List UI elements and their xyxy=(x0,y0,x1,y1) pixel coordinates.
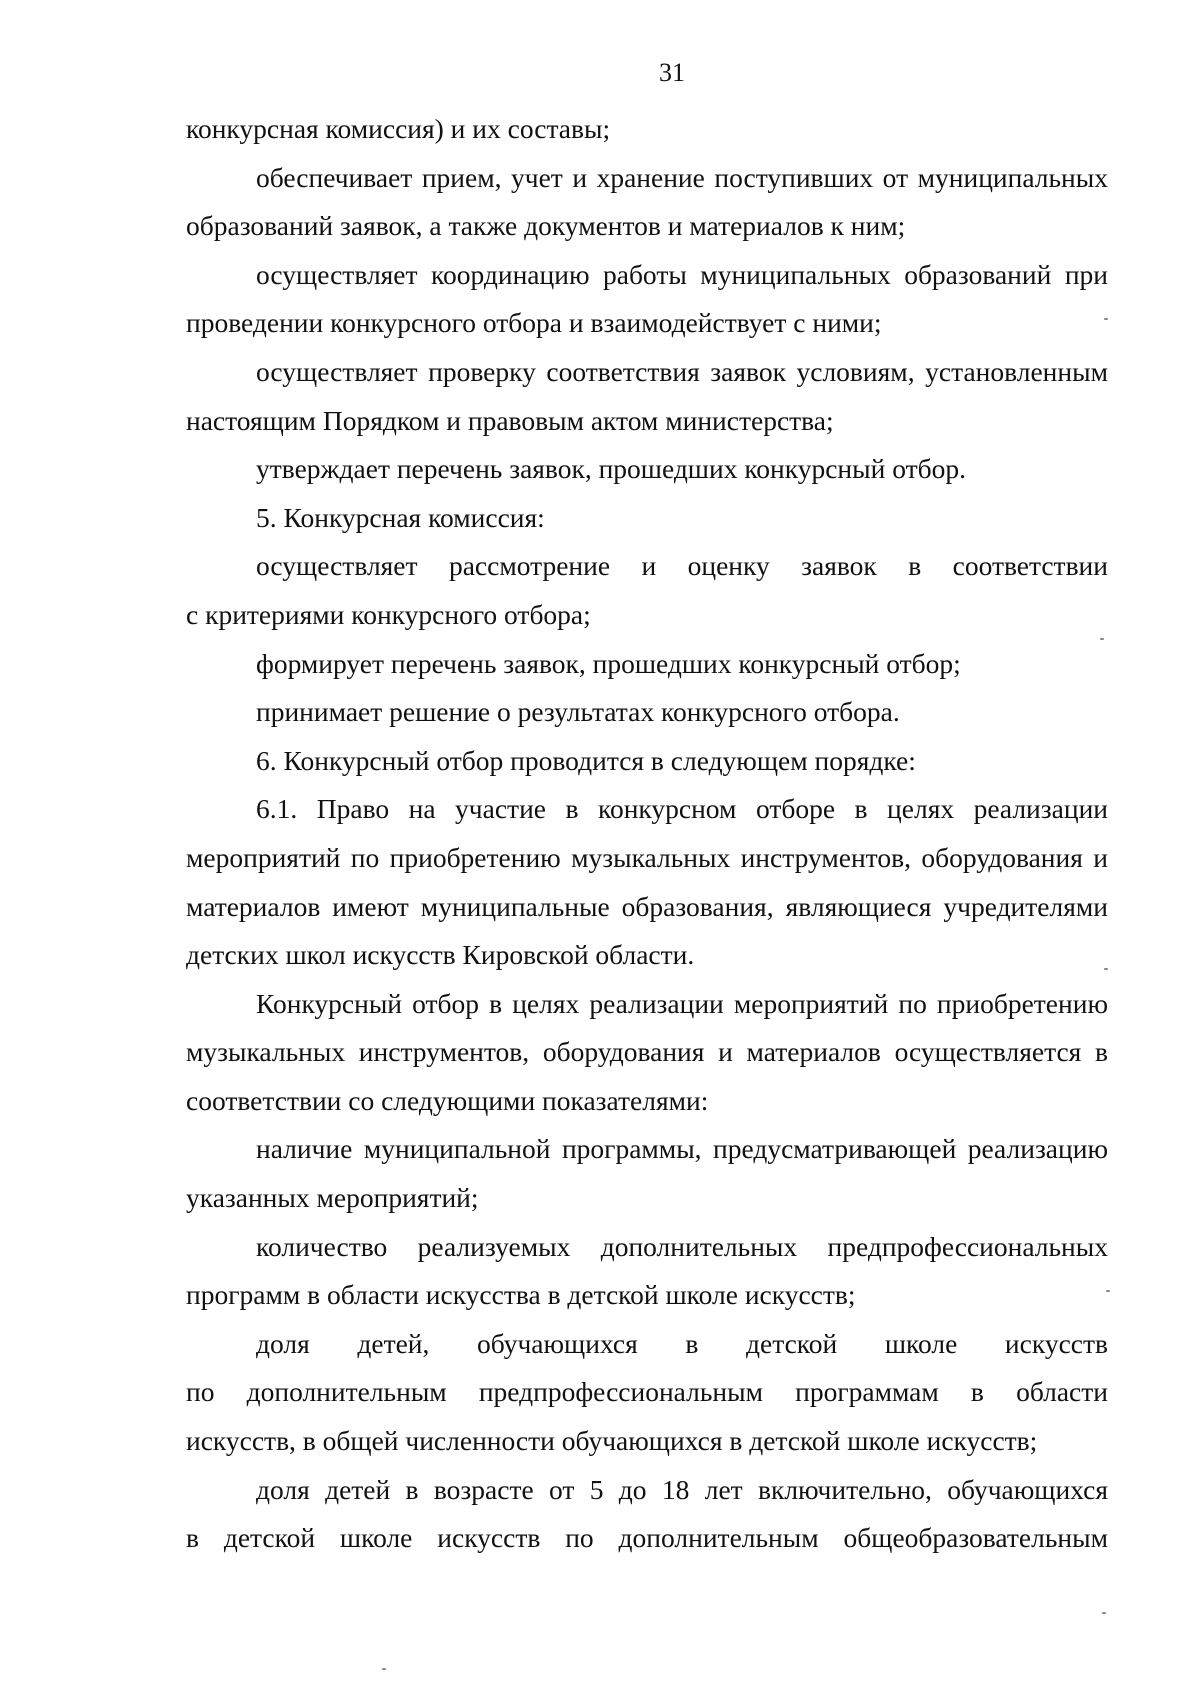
text-line: формирует перечень заявок, прошедших конкурсный отбор; xyxy=(256,647,961,679)
text-line: утверждает перечень заявок, прошедших конкурсный отбор. xyxy=(256,453,966,485)
text-line: Конкурсный отбор в целях реализации мероприятий по приобретению xyxy=(256,987,1108,1019)
scan-speck xyxy=(1100,638,1104,640)
page-number: 31 xyxy=(659,58,685,87)
scan-speck xyxy=(1106,1290,1110,1292)
text-line: с критериями конкурсного отбора; xyxy=(186,598,591,630)
text-line: соответствии со следующими показателями: xyxy=(186,1084,709,1116)
text-line: программ в области искусства в детской школе искусств; xyxy=(186,1279,856,1311)
text-line: осуществляет координацию работы муниципальных образований при xyxy=(256,258,1108,290)
text-line: наличие муниципальной программы, предусматривающей реализацию xyxy=(256,1133,1108,1165)
text-line: материалов имеют муниципальные образования, являющиеся учредителями xyxy=(186,890,1108,922)
text-line: доля детей в возрасте от 5 до 18 лет включительно, обучающихся xyxy=(256,1473,1108,1505)
text-line: осуществляет проверку соответствия заявок условиям, установленным xyxy=(256,355,1108,387)
text-line: искусств, в общей численности обучающихся в детской школе искусств; xyxy=(186,1425,1038,1457)
text-line: образований заявок, а также документов и материалов к ним; xyxy=(186,210,906,242)
text-line: конкурсная комиссия) и их составы; xyxy=(186,113,611,144)
text-line: настоящим Порядком и правовым актом министерства; xyxy=(186,404,834,436)
text-line: музыкальных инструментов, оборудования и материалов осуществляется в xyxy=(186,1036,1108,1068)
text-line: принимает решение о результатах конкурсного отбора. xyxy=(256,696,900,728)
text-line: детских школ искусств Кировской области. xyxy=(186,939,695,971)
text-line: доля детей, обучающихся в детской школе искусств xyxy=(256,1327,1108,1359)
scan-speck xyxy=(1104,968,1108,970)
text-line: 6. Конкурсный отбор проводится в следующем порядке: xyxy=(256,744,916,776)
text-line: обеспечивает прием, учет и хранение поступивших от муниципальных xyxy=(256,161,1108,193)
text-line: 6.1. Право на участие в конкурсном отборе в целях реализации xyxy=(256,793,1108,825)
text-line: в детской школе искусств по дополнительным общеобразовательным xyxy=(186,1522,1108,1554)
scan-speck xyxy=(382,1668,386,1670)
text-line: указанных мероприятий; xyxy=(186,1182,479,1214)
text-line: 5. Конкурсная комиссия: xyxy=(256,501,545,533)
scan-speck xyxy=(1102,1612,1106,1614)
text-line: количество реализуемых дополнительных предпрофессиональных xyxy=(256,1230,1108,1262)
text-line: мероприятий по приобретению музыкальных инструментов, оборудования и xyxy=(186,841,1108,873)
text-line: по дополнительным предпрофессиональным программам в области xyxy=(186,1376,1108,1408)
text-line: осуществляет рассмотрение и оценку заявок в соответствии xyxy=(256,550,1108,582)
scan-speck xyxy=(1104,318,1108,320)
document-body xyxy=(186,105,1108,1563)
text-line: проведении конкурсного отбора и взаимодействует с ними; xyxy=(186,307,882,339)
